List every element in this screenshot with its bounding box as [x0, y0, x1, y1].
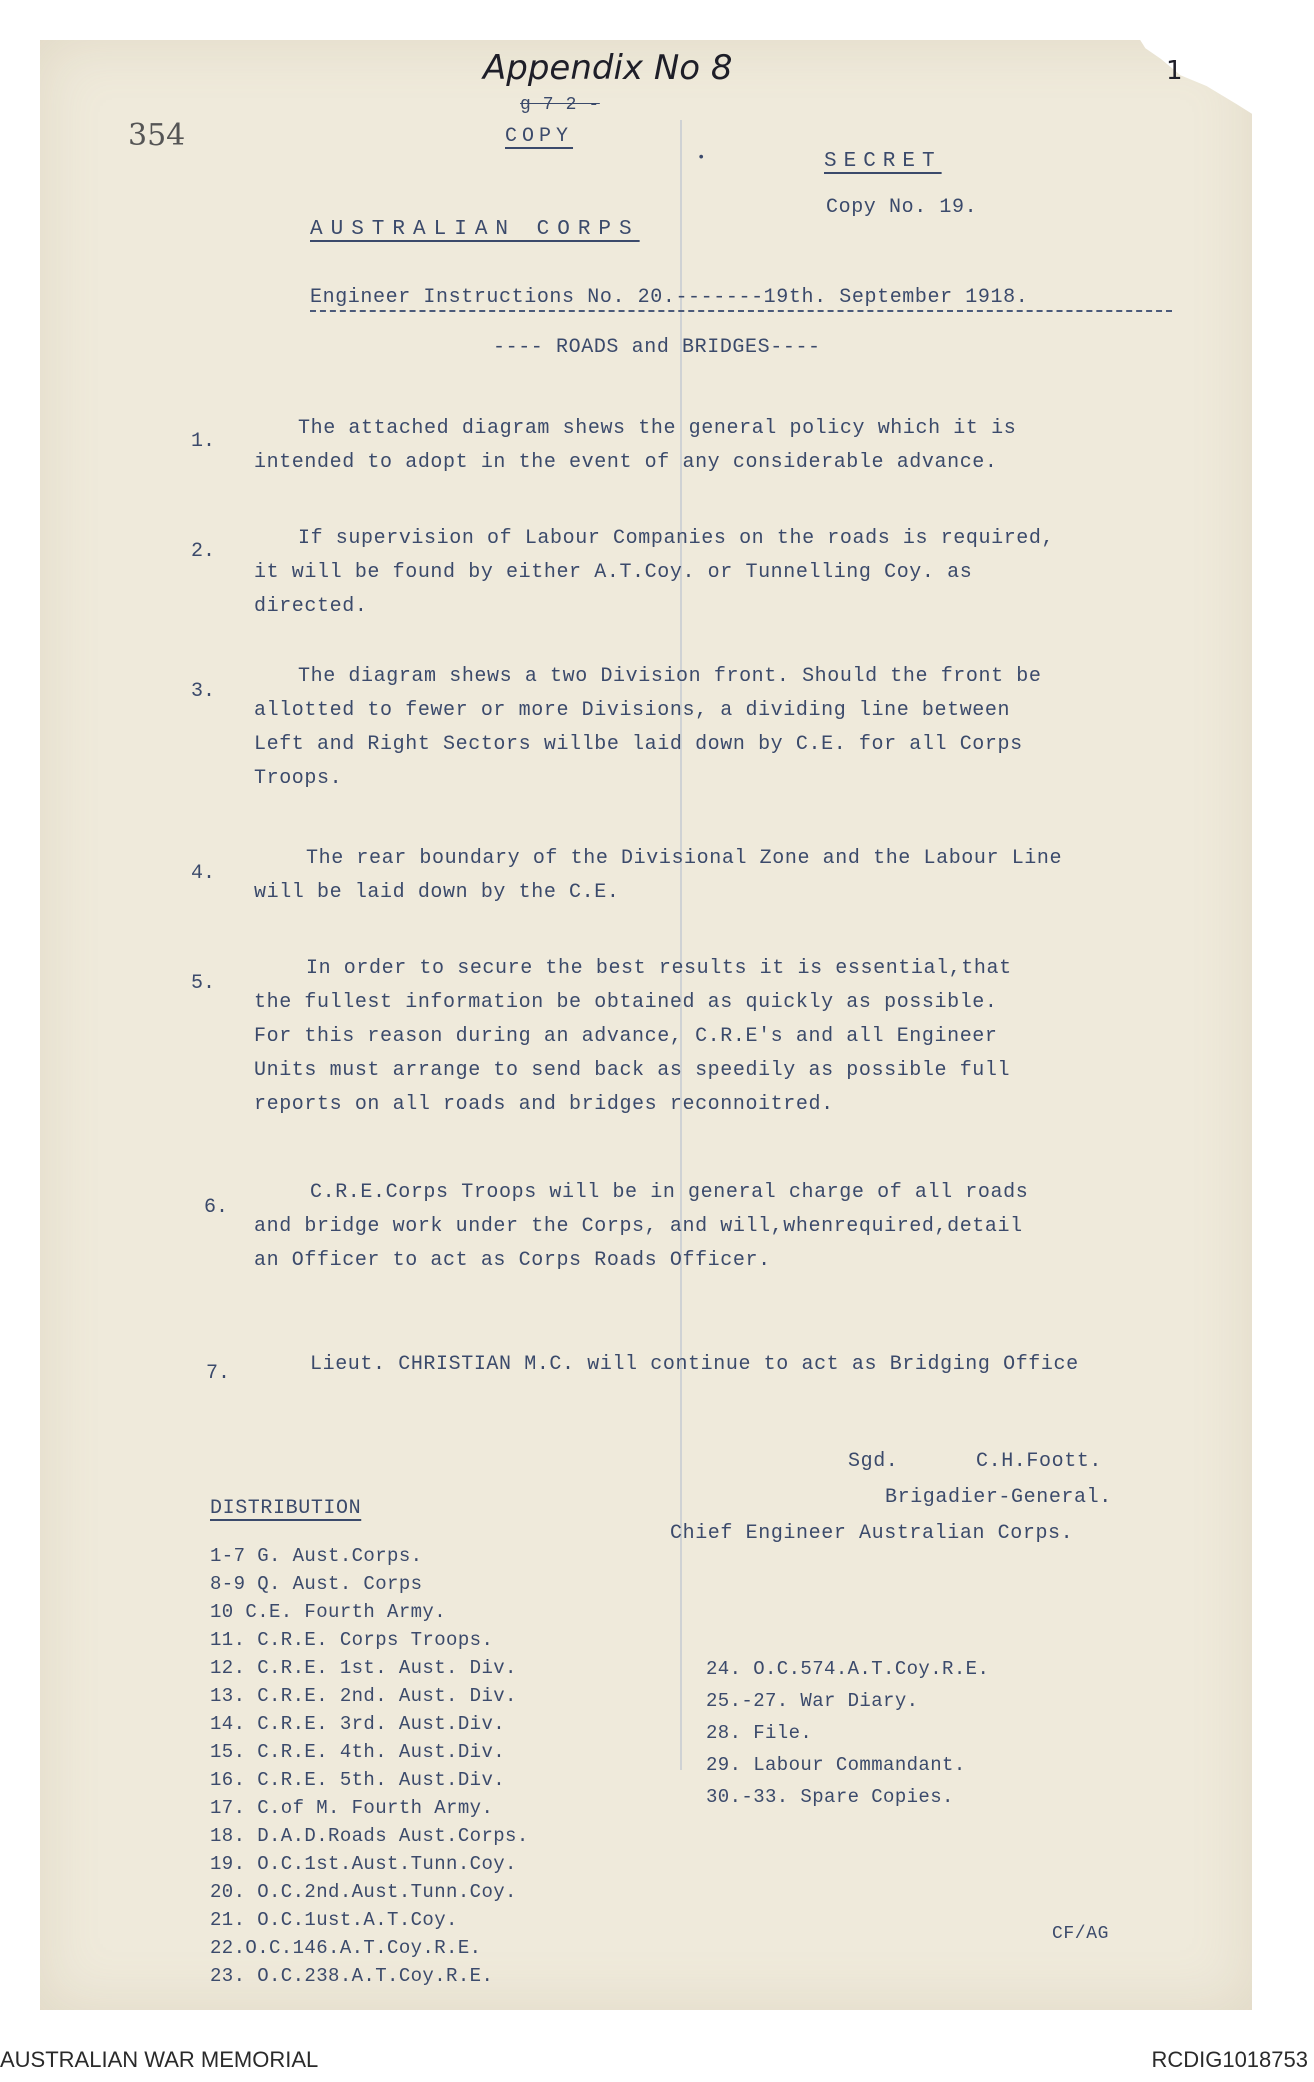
list-item: 12. C.R.E. 1st. Aust. Div.	[210, 1657, 517, 1679]
paragraph-line: In order to secure the best results it is essential,that	[306, 957, 1012, 980]
record-id: RCDIG1018753	[1151, 2047, 1308, 2072]
paragraph-line: Lieut. CHRISTIAN M.C. will continue to act as Bridging Office	[310, 1353, 1079, 1376]
paragraph-line: an Officer to act as Corps Roads Officer.	[254, 1249, 771, 1272]
paragraph-line: For this reason during an advance, C.R.E's and all Engineer	[254, 1025, 998, 1048]
list-item: 11. C.R.E. Corps Troops.	[210, 1629, 494, 1651]
paragraph-line: reports on all roads and bridges reconnoitred.	[254, 1093, 834, 1116]
paragraph-line: intended to adopt in the event of any considerable advance.	[254, 451, 998, 474]
paragraph-number: 5.	[191, 972, 216, 995]
list-item: 22.O.C.146.A.T.Coy.R.E.	[210, 1937, 482, 1959]
paragraph-line: it will be found by either A.T.Coy. or Tunnelling Coy. as	[254, 561, 973, 584]
list-item: 13. C.R.E. 2nd. Aust. Div.	[210, 1685, 517, 1707]
signatory-name: C.H.Foott.	[976, 1450, 1103, 1473]
paragraph-line: Troops.	[254, 767, 343, 790]
paragraph-number: 1.	[191, 430, 216, 453]
paragraph-line: The rear boundary of the Divisional Zone and the Labour Line	[306, 847, 1063, 870]
paragraph-1	[254, 412, 1016, 480]
paragraph-line: If supervision of Labour Companies on the roads is required,	[298, 527, 1055, 550]
list-item: 25.-27. War Diary.	[706, 1690, 919, 1712]
instructions-line: Engineer Instructions No. 20.-------19th. September 1918.	[310, 286, 1029, 309]
paragraph-4	[254, 842, 1062, 910]
paragraph-number: 6.	[204, 1196, 229, 1219]
list-item: 8-9 Q. Aust. Corps	[210, 1573, 423, 1595]
typist-initials: CF/AG	[1052, 1924, 1110, 1944]
archive-credit: AUSTRALIAN WAR MEMORIAL	[0, 2047, 319, 2072]
paragraph-number: 7.	[206, 1362, 231, 1385]
list-item: 24. O.C.574.A.T.Coy.R.E.	[706, 1658, 990, 1680]
paragraph-number: 4.	[191, 862, 216, 885]
copy-number: Copy No. 19.	[826, 196, 978, 219]
paragraph-number: 3.	[191, 680, 216, 703]
page-number: 1	[1166, 56, 1183, 86]
signed-label: Sgd.	[848, 1450, 899, 1473]
signatory-title: Chief Engineer Australian Corps.	[670, 1522, 1074, 1545]
paragraph-line: directed.	[254, 595, 368, 618]
distribution-list-left	[210, 1542, 529, 1990]
paragraph-line: allotted to fewer or more Divisions, a dividing line between	[254, 699, 1011, 722]
list-item: 14. C.R.E. 3rd. Aust.Div.	[210, 1713, 506, 1735]
paragraph-line: Units must arrange to send back as speedily as possible full	[254, 1059, 1011, 1082]
show-through-text	[90, 1118, 99, 1151]
dot-mark: •	[697, 150, 707, 166]
list-item: 15. C.R.E. 4th. Aust.Div.	[210, 1741, 506, 1763]
list-item: 29. Labour Commandant.	[706, 1754, 966, 1776]
list-item: 18. D.A.D.Roads Aust.Corps.	[210, 1825, 529, 1847]
paragraph-line: and bridge work under the Corps, and will,whenrequired,detail	[254, 1215, 1023, 1238]
distribution-heading: DISTRIBUTION	[210, 1497, 362, 1520]
list-item: 30.-33. Spare Copies.	[706, 1786, 954, 1808]
list-item: 1-7 G. Aust.Corps.	[210, 1545, 423, 1567]
paragraph-3	[254, 660, 1042, 796]
copy-label: COPY	[505, 125, 574, 148]
appendix-note: Appendix No 8	[483, 48, 733, 88]
subject-heading: ---- ROADS and BRIDGES----	[493, 336, 821, 359]
paragraph-number: 2.	[191, 540, 216, 563]
list-item: 20. O.C.2nd.Aust.Tunn.Coy.	[210, 1881, 517, 1903]
paragraph-line: will be laid down by the C.E.	[254, 881, 620, 904]
struck-reference: g 7 2 -	[520, 95, 600, 115]
paragraph-line: the fullest information be obtained as quickly as possible.	[254, 991, 998, 1014]
paragraph-7	[254, 1348, 1079, 1382]
paragraph-line: C.R.E.Corps Troops will be in general charge of all roads	[310, 1181, 1029, 1204]
instructions-underline	[310, 310, 1172, 312]
paragraph-line: The diagram shews a two Division front. Should the front be	[298, 665, 1042, 688]
folio-number: 354	[128, 118, 186, 153]
list-item: 23. O.C.238.A.T.Coy.R.E.	[210, 1965, 494, 1987]
list-item: 17. C.of M. Fourth Army.	[210, 1797, 494, 1819]
paragraph-6	[254, 1176, 1028, 1278]
corps-heading: AUSTRALIAN CORPS	[310, 218, 640, 241]
list-item: 10 C.E. Fourth Army.	[210, 1601, 447, 1623]
list-item: 16. C.R.E. 5th. Aust.Div.	[210, 1769, 506, 1791]
paragraph-line: The attached diagram shews the general policy which it is	[298, 417, 1017, 440]
paragraph-2	[254, 522, 1054, 624]
signatory-rank: Brigadier-General.	[885, 1486, 1112, 1509]
list-item: 19. O.C.1st.Aust.Tunn.Coy.	[210, 1853, 517, 1875]
secret-label: SECRET	[824, 150, 942, 173]
paragraph-5	[254, 952, 1012, 1122]
list-item: 21. O.C.1ust.A.T.Coy.	[210, 1909, 458, 1931]
list-item: 28. File.	[706, 1722, 813, 1744]
distribution-list-right	[706, 1653, 989, 1813]
paragraph-line: Left and Right Sectors willbe laid down by C.E. for all Corps	[254, 733, 1023, 756]
